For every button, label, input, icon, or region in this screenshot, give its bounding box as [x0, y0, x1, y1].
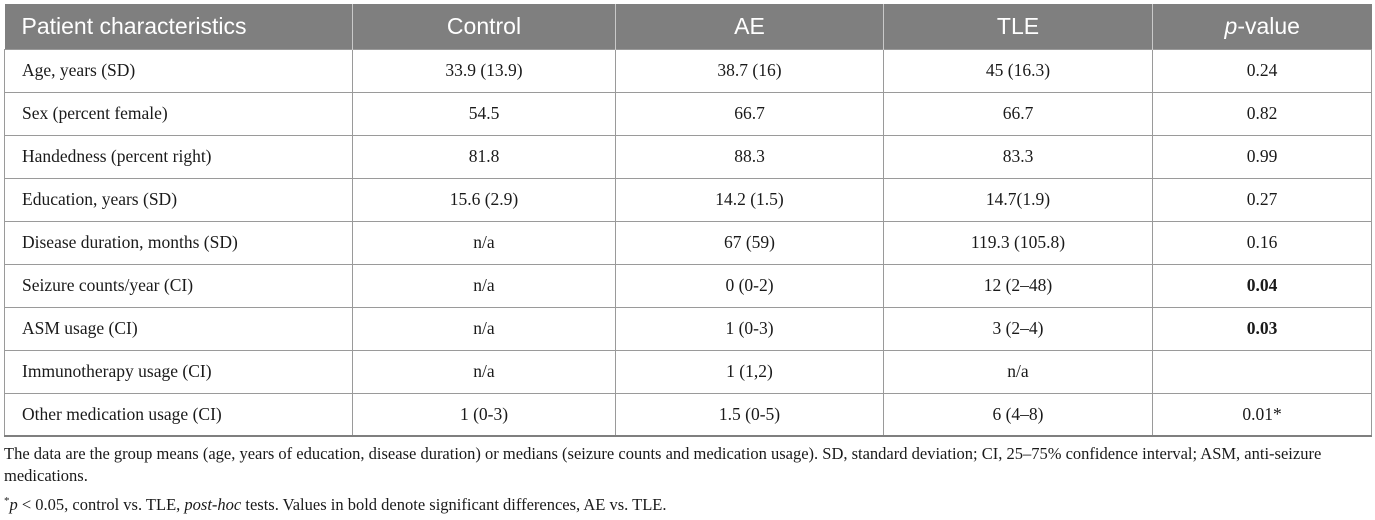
- cell-control: n/a: [353, 350, 616, 393]
- table-header: [5, 4, 1372, 49]
- cell-tle: n/a: [884, 350, 1153, 393]
- cell-control: n/a: [353, 307, 616, 350]
- cell-p-value: 0.82: [1153, 92, 1372, 135]
- cell-control: 1 (0-3): [353, 393, 616, 436]
- row-label: Immunotherapy usage (CI): [5, 350, 353, 393]
- cell-ae: 14.2 (1.5): [616, 178, 884, 221]
- cell-control: 33.9 (13.9): [353, 49, 616, 92]
- row-label: Seizure counts/year (CI): [5, 264, 353, 307]
- table-row: [5, 49, 1372, 92]
- cell-ae: 38.7 (16): [616, 49, 884, 92]
- cell-ae: 66.7: [616, 92, 884, 135]
- cell-tle: 3 (2–4): [884, 307, 1153, 350]
- row-label: Other medication usage (CI): [5, 393, 353, 436]
- header-patient-characteristics: Patient characteristics: [21, 12, 247, 39]
- header-p-italic: p: [1224, 12, 1238, 39]
- table-row: [5, 92, 1372, 135]
- footnote-definitions: The data are the group means (age, years of education, disease duration) or medians (seizure counts and medication usage). SD, standard deviation; CI, 25–75% confidence interval; ASM, anti-seizure medications.: [4, 444, 1322, 485]
- cell-p-value: 0.99: [1153, 135, 1372, 178]
- header-p-value: [1153, 4, 1372, 49]
- cell-ae: 1 (0-3): [616, 307, 884, 350]
- row-label: Disease duration, months (SD): [5, 221, 353, 264]
- cell-p-value: 0.27: [1153, 178, 1372, 221]
- cell-control: 54.5: [353, 92, 616, 135]
- footnote-posthoc: post-hoc: [184, 495, 242, 514]
- footnote-p: p: [9, 495, 18, 514]
- row-label: Age, years (SD): [5, 49, 353, 92]
- cell-ae: 0 (0-2): [616, 264, 884, 307]
- patient-characteristics-table: [4, 4, 1372, 437]
- cell-ae: 1 (1,2): [616, 350, 884, 393]
- row-label: Sex (percent female): [5, 92, 353, 135]
- cell-p-value-significant: 0.03: [1153, 307, 1372, 350]
- table-row: [5, 135, 1372, 178]
- cell-p-value: [1153, 350, 1372, 393]
- cell-p-value: 0.16: [1153, 221, 1372, 264]
- table-row: [5, 350, 1372, 393]
- footnote-star: *: [4, 495, 10, 507]
- cell-tle: 66.7: [884, 92, 1153, 135]
- cell-p-value-significant: 0.04: [1153, 264, 1372, 307]
- patient-characteristics-table-container: [4, 4, 1371, 437]
- table-row: [5, 221, 1372, 264]
- cell-control: n/a: [353, 264, 616, 307]
- cell-ae: 88.3: [616, 135, 884, 178]
- cell-tle: 119.3 (105.8): [884, 221, 1153, 264]
- cell-tle: 14.7(1.9): [884, 178, 1153, 221]
- table-footnotes: [4, 443, 1371, 516]
- row-label: ASM usage (CI): [5, 307, 353, 350]
- header-ae: AE: [616, 4, 884, 49]
- cell-control: 81.8: [353, 135, 616, 178]
- cell-p-value: 0.01*: [1153, 393, 1372, 436]
- row-label: Education, years (SD): [5, 178, 353, 221]
- cell-control: n/a: [353, 221, 616, 264]
- footnote-text-a: < 0.05, control vs. TLE,: [17, 495, 185, 514]
- table-row: [5, 264, 1372, 307]
- footnote-text-b: tests. Values in bold denote significant differences, AE vs. TLE.: [241, 495, 667, 514]
- cell-tle: 45 (16.3): [884, 49, 1153, 92]
- cell-ae: 67 (59): [616, 221, 884, 264]
- cell-tle: 83.3: [884, 135, 1153, 178]
- header-tle: TLE: [884, 4, 1153, 49]
- cell-tle: 6 (4–8): [884, 393, 1153, 436]
- row-label: Handedness (percent right): [5, 135, 353, 178]
- header-control: Control: [353, 4, 616, 49]
- table-body: [5, 49, 1372, 436]
- cell-p-value: 0.24: [1153, 49, 1372, 92]
- header-p-suffix: -value: [1237, 12, 1300, 39]
- header-row: [5, 4, 1372, 49]
- cell-tle: 12 (2–48): [884, 264, 1153, 307]
- table-row: [5, 393, 1372, 436]
- table-row: [5, 178, 1372, 221]
- table-row: [5, 307, 1372, 350]
- footnote-significance: [4, 490, 1371, 516]
- cell-control: 15.6 (2.9): [353, 178, 616, 221]
- cell-ae: 1.5 (0-5): [616, 393, 884, 436]
